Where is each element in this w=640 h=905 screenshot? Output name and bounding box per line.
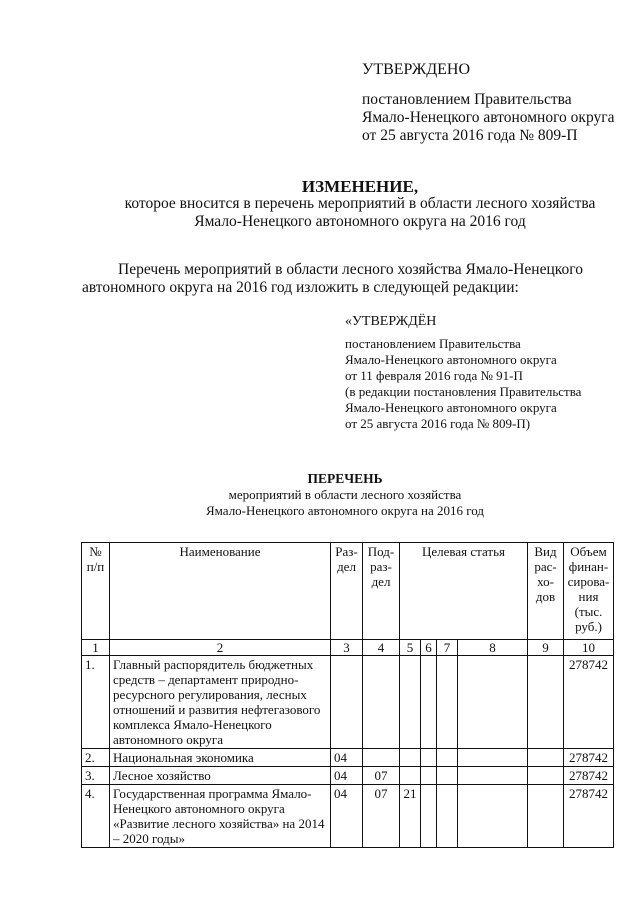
row-expense [528,749,564,767]
header-num: № п/п [82,543,110,640]
body-paragraph-line: Перечень мероприятий в области лесного хозяйства Ямало-Ненецкого [118,261,583,278]
table-row [82,767,614,785]
row-target-4 [458,749,528,767]
col-number: 7 [437,640,458,656]
header-amount: Объем финан- сирова- ния (тыс. руб.) [564,543,614,640]
row-section: 04 [331,785,363,848]
row-name: Государственная программа Ямало-Ненецкого автономного округа «Развитие лесного хозяйства» на 2014 – 2020 годы» [110,785,331,848]
col-number: 9 [528,640,564,656]
row-name: Национальная экономика [110,749,331,767]
table-row [82,656,614,749]
row-name: Главный распорядитель бюджетных средств – департамент природно-ресурсного регулирования, лесных отношений и развития нефтегазового комплекса Ямало-Ненецкого автономного округа [110,656,331,749]
row-target-1 [400,656,421,749]
table-row [82,785,614,848]
measures-table [81,542,614,848]
approval-line: постановлением Правительства [362,91,572,108]
inner-approval-line: от 11 февраля 2016 года № 91-П [345,368,523,383]
header-target: Целевая статья [400,543,528,640]
col-number: 1 [82,640,110,656]
change-subtitle-line: которое вносится в перечень мероприятий в области лесного хозяйства [124,195,596,212]
row-target-4 [458,785,528,848]
row-subsection: 07 [363,767,400,785]
row-amount: 278742 [564,749,614,767]
col-number: 2 [110,640,331,656]
row-target-3 [437,785,458,848]
row-subsection: 07 [363,785,400,848]
row-section: 04 [331,767,363,785]
change-title: ИЗМЕНЕНИЕ, [301,177,419,196]
approval-line: Ямало-Ненецкого автономного округа [362,109,615,126]
list-subtitle-line: Ямало-Ненецкого автономного округа на 2016 год [206,503,484,518]
body-paragraph-line: автономного округа на 2016 год изложить в следующей редакции: [82,279,519,296]
row-target-3 [437,656,458,749]
row-num: 4. [82,785,110,848]
row-name: Лесное хозяйство [110,767,331,785]
col-number: 8 [458,640,528,656]
row-expense [528,785,564,848]
approval-title: УТВЕРЖДЕНО [362,61,471,78]
row-amount: 278742 [564,785,614,848]
change-subtitle-line: Ямало-Ненецкого автономного округа на 2016 год [194,213,526,230]
header-expense: Вид рас- хо- дов [528,543,564,640]
col-number: 3 [331,640,363,656]
row-target-1 [400,767,421,785]
row-subsection [363,749,400,767]
inner-approval-title: «УТВЕРЖДЁН [345,314,437,329]
inner-approval-line: (в редакции постановления Правительства [345,384,582,399]
row-expense [528,767,564,785]
header-subsection: Под- раз- дел [363,543,400,640]
list-subtitle-line: мероприятий в области лесного хозяйства [228,487,462,502]
col-number: 6 [421,640,437,656]
row-target-2 [421,785,437,848]
row-target-4 [458,656,528,749]
row-section [331,656,363,749]
table-row [82,749,614,767]
row-target-2 [421,767,437,785]
row-target-2 [421,656,437,749]
row-num: 2. [82,749,110,767]
row-target-4 [458,767,528,785]
row-target-1 [400,749,421,767]
row-target-3 [437,767,458,785]
row-target-2 [421,749,437,767]
approval-line: от 25 августа 2016 года № 809-П [362,127,578,144]
inner-approval-line: от 25 августа 2016 года № 809-П) [345,416,531,431]
row-amount: 278742 [564,767,614,785]
row-num: 1. [82,656,110,749]
row-amount: 278742 [564,656,614,749]
col-number: 4 [363,640,400,656]
header-section: Раз- дел [331,543,363,640]
inner-approval-line: Ямало-Ненецкого автономного округа [345,400,557,415]
col-number: 10 [564,640,614,656]
row-section: 04 [331,749,363,767]
row-expense [528,656,564,749]
row-target-3 [437,749,458,767]
inner-approval-line: Ямало-Ненецкого автономного округа [345,352,557,367]
row-num: 3. [82,767,110,785]
row-subsection [363,656,400,749]
list-title: ПЕРЕЧЕНЬ [307,471,383,486]
header-name: Наименование [110,543,331,640]
inner-approval-line: постановлением Правительства [345,336,521,351]
col-number: 5 [400,640,421,656]
row-target-1: 21 [400,785,421,848]
